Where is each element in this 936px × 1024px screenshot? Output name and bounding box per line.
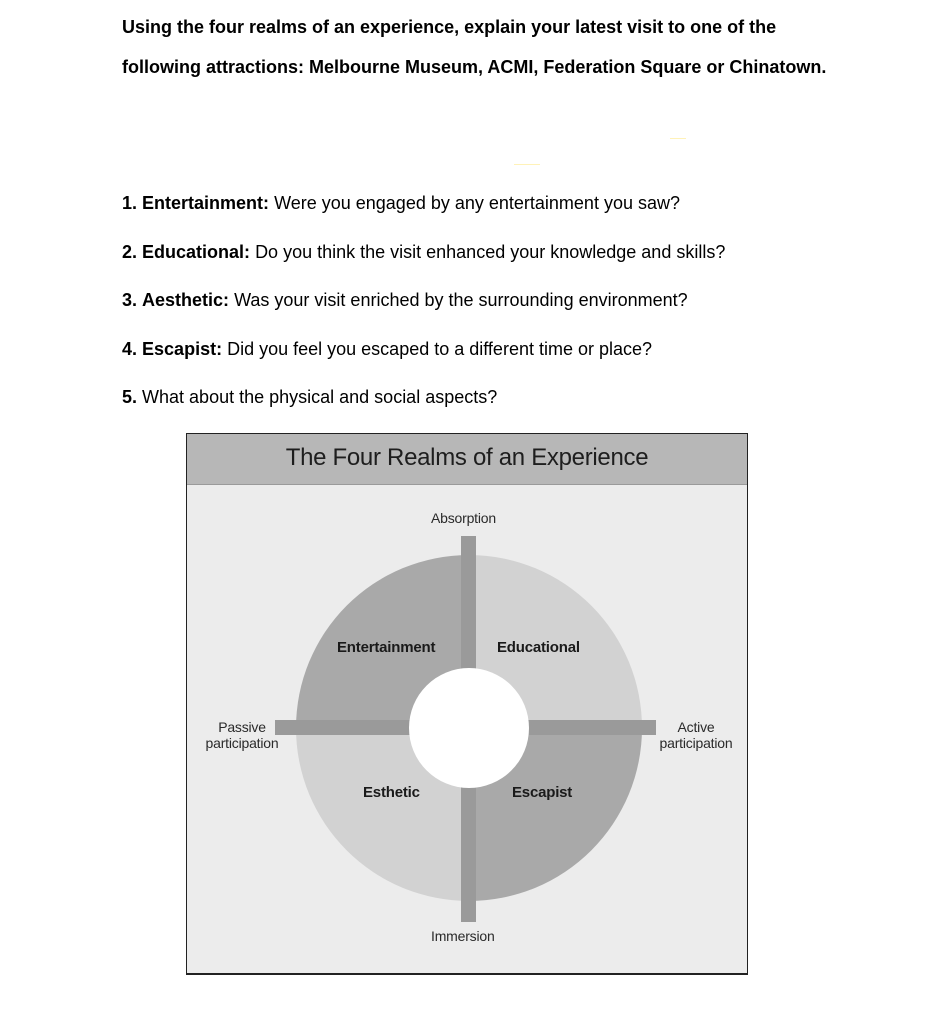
passive-participation-label: Passive participation — [205, 719, 279, 751]
question-list — [122, 187, 882, 430]
question-item: 2. Educational: Do you think the visit enhanced your knowledge and skills? — [122, 241, 726, 262]
question-item: 4. Escapist: Did you feel you escaped to a different time or place? — [122, 338, 653, 359]
figure-title: The Four Realms of an Experience — [285, 444, 649, 471]
absorption-label: Absorption — [431, 510, 496, 526]
active-participation-label: Active participation — [659, 719, 733, 751]
question-item: 5. What about the physical and social aspects? — [122, 387, 498, 407]
question-item: 1. Entertainment: Were you engaged by any entertainment you saw? — [122, 193, 680, 213]
escapist-label: Escapist — [512, 784, 573, 801]
center-circle — [409, 668, 529, 788]
four-realms-figure — [186, 433, 748, 975]
immersion-label: Immersion — [431, 928, 495, 944]
esthetic-label: Esthetic — [363, 784, 420, 801]
educational-label: Educational — [497, 639, 580, 656]
question-item: 3. Aesthetic: Was your visit enriched by the surrounding environment? — [122, 290, 688, 310]
entertainment-label: Entertainment — [337, 639, 436, 656]
decorative-mark — [514, 164, 540, 165]
decorative-mark — [670, 138, 686, 139]
assignment-intro: Using the four realms of an experience, explain your latest visit to one of the following attractions: Melbourne Museum, ACMI, Federation Square or Chinatown. — [122, 17, 827, 77]
